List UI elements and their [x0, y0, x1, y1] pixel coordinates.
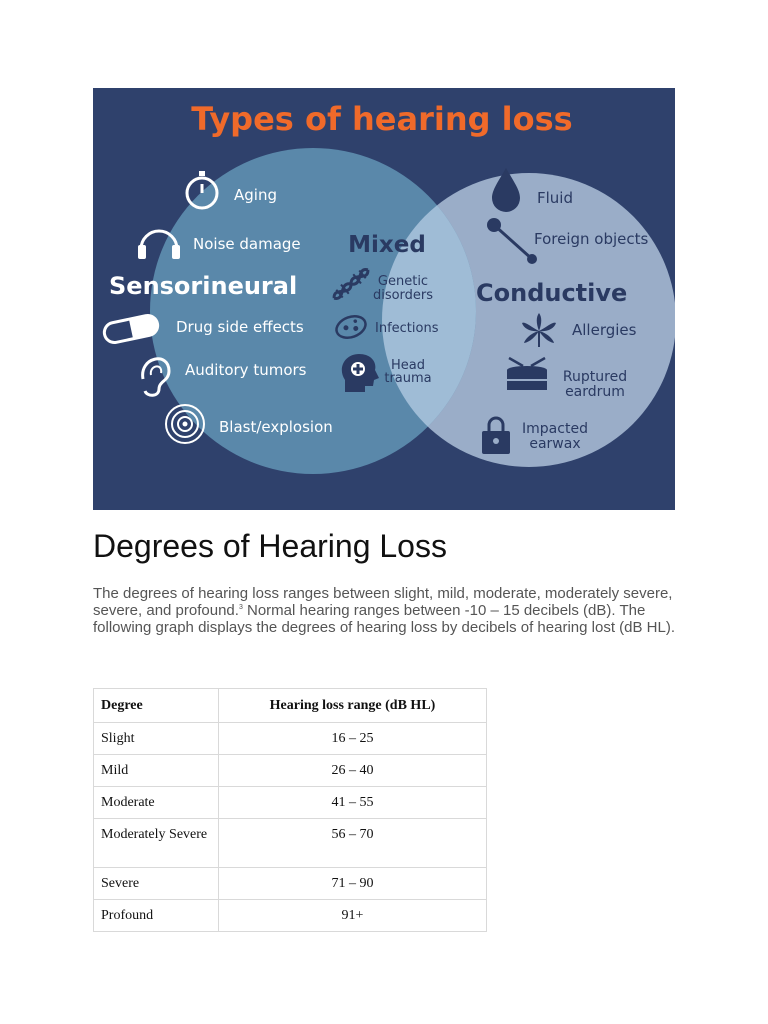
degree-cell: Severe — [94, 868, 219, 900]
sensorineural-item-label: Auditory tumors — [185, 361, 307, 379]
column-header-range: Hearing loss range (dB HL) — [219, 689, 487, 723]
table-header-row — [94, 689, 487, 723]
range-cell: 91+ — [219, 900, 487, 932]
sensorineural-item-label: Noise damage — [193, 235, 301, 253]
intro-text-part2: Normal hearing ranges between -10 – 15 decibels (dB). The following graph displays the degrees of hearing loss by decibels of hearing lost (dB HL). — [93, 602, 675, 636]
degree-cell: Moderate — [94, 787, 219, 819]
mixed-item-label: Head — [391, 358, 425, 373]
hearing-loss-degrees-table — [93, 688, 487, 932]
degree-cell: Slight — [94, 723, 219, 755]
conductive-item-label: Impacted — [522, 421, 588, 437]
conductive-item-label: eardrum — [565, 384, 625, 400]
conductive-item-label: Fluid — [537, 189, 573, 207]
sensorineural-item-label: Blast/explosion — [219, 418, 333, 436]
degree-cell: Mild — [94, 755, 219, 787]
degree-cell: Moderately Severe — [94, 819, 219, 868]
range-cell: 56 – 70 — [219, 819, 487, 868]
range-cell: 16 – 25 — [219, 723, 487, 755]
mixed-item-label: Infections — [375, 321, 439, 336]
infographic-title: Types of hearing loss — [191, 100, 573, 138]
blast-icon — [166, 405, 204, 443]
mixed-item-label: Genetic — [377, 274, 429, 289]
sensorineural-item-label: Aging — [234, 186, 277, 204]
conductive-item-label: earwax — [529, 436, 581, 452]
conductive-item-label: Ruptured — [562, 369, 628, 385]
table-row — [94, 755, 487, 787]
page-heading: Degrees of Hearing Loss — [93, 528, 447, 564]
column-header-degree: Degree — [94, 689, 219, 723]
table-row — [94, 787, 487, 819]
mixed-item-label: disorders — [372, 288, 434, 303]
range-cell: 71 – 90 — [219, 868, 487, 900]
footnote-reference[interactable]: 3 — [238, 604, 243, 611]
range-cell: 41 – 55 — [219, 787, 487, 819]
mixed-label: Mixed — [348, 232, 426, 258]
range-cell: 26 – 40 — [219, 755, 487, 787]
hearing-loss-venn-infographic — [93, 88, 675, 510]
conductive-label: Conductive — [476, 279, 628, 307]
table-row — [94, 723, 487, 755]
conductive-item-label: Allergies — [572, 321, 637, 339]
mixed-item-label: trauma — [384, 371, 432, 386]
sensorineural-item-label: Drug side effects — [176, 318, 304, 336]
degree-cell: Profound — [94, 900, 219, 932]
sensorineural-label: Sensorineural — [109, 272, 298, 300]
table-row — [94, 819, 487, 868]
intro-paragraph — [93, 585, 683, 636]
table-row — [94, 868, 487, 900]
conductive-item-label: Foreign objects — [534, 230, 649, 248]
table-row — [94, 900, 487, 932]
intro-text-part1: The degrees of hearing loss ranges between slight, mild, moderate, moderately severe, severe, and profound. — [93, 585, 673, 619]
